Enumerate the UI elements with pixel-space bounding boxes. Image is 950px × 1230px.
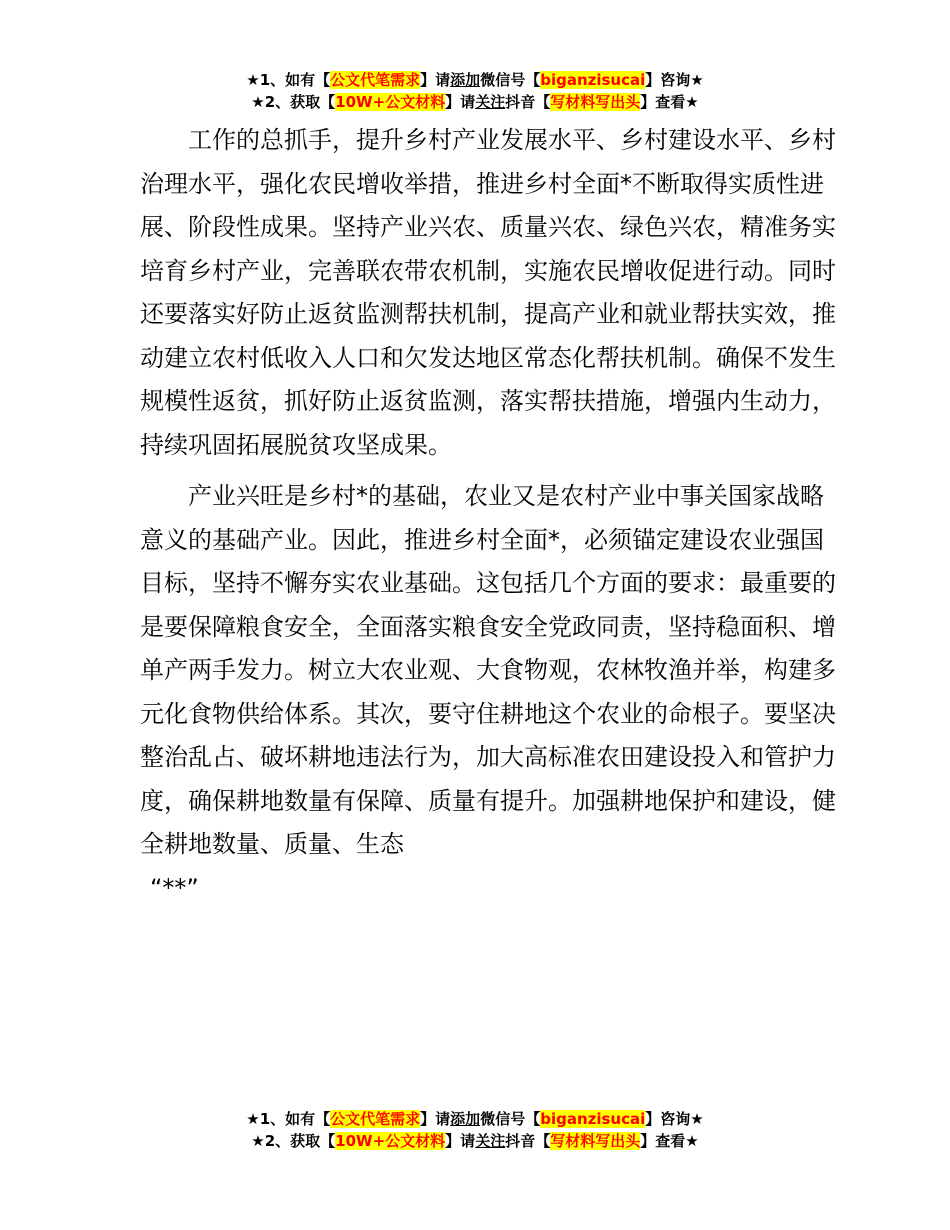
banner-line-1 — [0, 69, 950, 91]
douyin-account: 写材料写出头 — [550, 93, 641, 111]
star-icon: ★ — [251, 93, 265, 111]
banner-text: 】请 — [420, 1110, 451, 1128]
wechat-id: biganzisucai — [540, 1110, 646, 1128]
star-icon: ★ — [246, 71, 260, 89]
banner-text: 添加 — [450, 1110, 481, 1128]
paragraph: 产业兴旺是乡村*的基础，农业又是农村产业中事关国家战略意义的基础产业。因此，推进乡村全面*，必须锚定建设农业强国目标，坚持不懈夯实农业基础。这包括几个方面的要求：最重要的是要保障粮食安全，全面落实粮食安全党政同责，坚持稳面积、增单产两手发力。树立大农业观、大食物观，农林牧渔并举，构建多元化食物供给体系。其次，要守住耕地这个农业的命根子。要坚决整治乱占、破坏耕地违法行为，加大高标准农田建设投入和管护力度，确保耕地数量有保障、质量有提升。加强耕地保护和建设，健全耕地数量、质量、生态 — [140, 482, 836, 858]
document-body — [140, 119, 840, 910]
star-icon: ★ — [246, 1110, 260, 1128]
star-icon: ★ — [685, 93, 699, 111]
banner-text: 】请 — [420, 71, 451, 89]
star-icon: ★ — [690, 71, 704, 89]
highlight-text: 10W+公文材料 — [335, 1132, 446, 1150]
banner-text: 1、如有【 — [259, 1110, 331, 1128]
banner-text: 添加 — [450, 71, 481, 89]
banner-text: 抖音【 — [505, 93, 551, 111]
banner-text: 2、获取【 — [264, 93, 336, 111]
highlight-text: 公文代笔需求 — [330, 1110, 421, 1128]
banner-text: 关注 — [475, 1132, 506, 1150]
footer-banner — [0, 1108, 950, 1152]
header-banner — [0, 69, 950, 113]
banner-text: 】查看 — [640, 93, 686, 111]
banner-text: 】请 — [445, 1132, 476, 1150]
paragraph: 工作的总抓手，提升乡村产业发展水平、乡村建设水平、乡村治理水平，强化农民增收举措，推进乡村全面*不断取得实质性进展、阶段性成果。坚持产业兴农、质量兴农、绿色兴农，精准务实培育乡村产业，完善联农带农机制，实施农民增收促进行动。同时还要落实好防止返贫监测帮扶机制，提高产业和就业帮扶实效，推动建立农村低收入人口和欠发达地区常态化帮扶机制。确保不发生规模性返贫，抓好防止返贫监测，落实帮扶措施，增强内生动力，持续巩固拓展脱贫攻坚成果。 — [140, 126, 836, 459]
banner-text: 】咨询 — [645, 71, 691, 89]
banner-text: 抖音【 — [505, 1132, 551, 1150]
banner-text: 微信号【 — [480, 71, 541, 89]
highlight-text: 10W+公文材料 — [335, 93, 446, 111]
banner-line-2 — [0, 1130, 950, 1152]
banner-text: 1、如有【 — [259, 71, 331, 89]
douyin-account: 写材料写出头 — [550, 1132, 641, 1150]
paragraph-tail: “**” — [150, 873, 199, 902]
banner-text: 】查看 — [640, 1132, 686, 1150]
wechat-id: biganzisucai — [540, 71, 646, 89]
banner-text: 2、获取【 — [264, 1132, 336, 1150]
star-icon: ★ — [685, 1132, 699, 1150]
star-icon: ★ — [251, 1132, 265, 1150]
star-icon: ★ — [690, 1110, 704, 1128]
banner-text: 关注 — [475, 93, 506, 111]
banner-text: 】咨询 — [645, 1110, 691, 1128]
banner-text: 微信号【 — [480, 1110, 541, 1128]
banner-text: 】请 — [445, 93, 476, 111]
banner-line-2 — [0, 91, 950, 113]
banner-line-1 — [0, 1108, 950, 1130]
highlight-text: 公文代笔需求 — [330, 71, 421, 89]
